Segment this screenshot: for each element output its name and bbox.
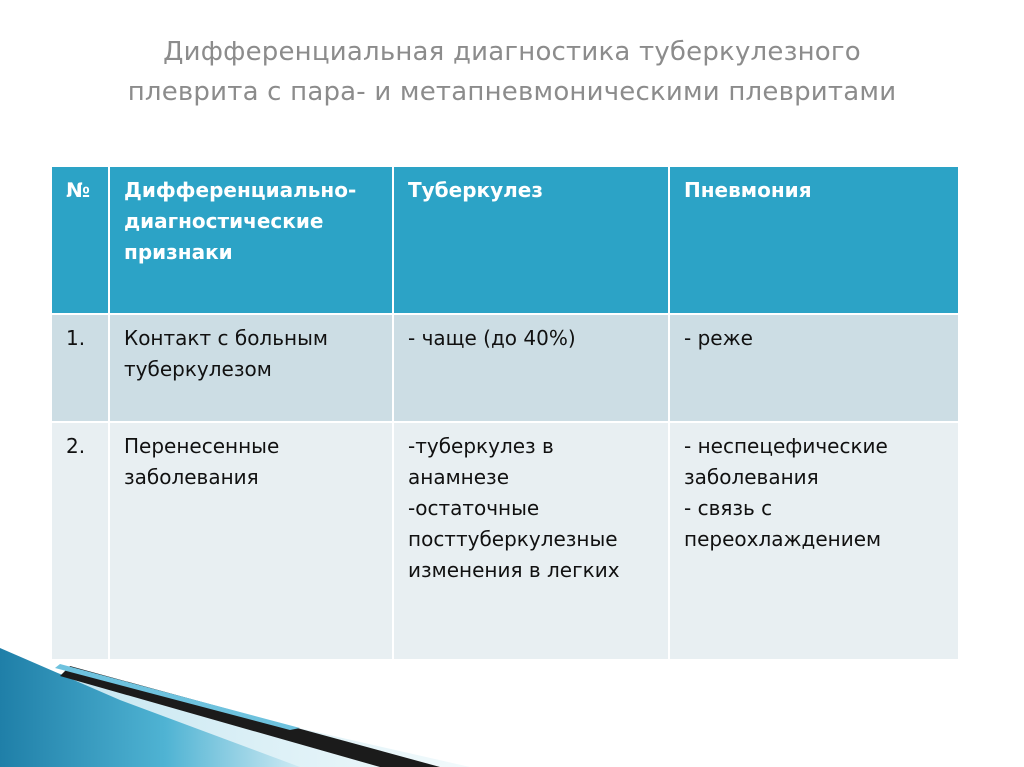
row-tuberculosis-line: -остаточные: [408, 496, 540, 520]
row-pneumonia-line: - неспецефические: [684, 434, 888, 458]
row-number: 1.: [51, 314, 109, 422]
row-tuberculosis-line: -туберкулез в: [408, 434, 554, 458]
header-feature-line: Дифференциально-: [124, 178, 357, 202]
row-feature-line: Контакт с больным: [124, 326, 328, 350]
row-pneumonia-line: заболевания: [684, 465, 819, 489]
header-feature-line: диагностические: [124, 209, 324, 233]
row-tuberculosis-line: изменения в легких: [408, 558, 620, 582]
row-feature-line: Перенесенные: [124, 434, 280, 458]
row-feature-line: туберкулезом: [124, 357, 272, 381]
row-number: 2.: [51, 422, 109, 660]
header-feature-line: признаки: [124, 240, 233, 264]
row-pneumonia-line: - связь с: [684, 496, 773, 520]
row-feature-line: заболевания: [124, 465, 259, 489]
slide-title-line-2: плеврита с пара- и метапневмоническими плевритами: [127, 77, 897, 107]
header-number: №: [51, 166, 109, 314]
slide-title-line-1: Дифференциальная диагностика туберкулезного: [163, 37, 861, 67]
row-pneumonia-line: переохлаждением: [684, 527, 882, 551]
row-tuberculosis-line: посттуберкулезные: [408, 527, 618, 551]
row-tuberculosis-line: - чаще (до 40%): [408, 326, 576, 350]
row-pneumonia-line: - реже: [684, 326, 753, 350]
row-tuberculosis-line: анамнезе: [408, 465, 509, 489]
header-pneumonia: Пневмония: [669, 166, 959, 314]
header-tuberculosis: Туберкулез: [393, 166, 669, 314]
